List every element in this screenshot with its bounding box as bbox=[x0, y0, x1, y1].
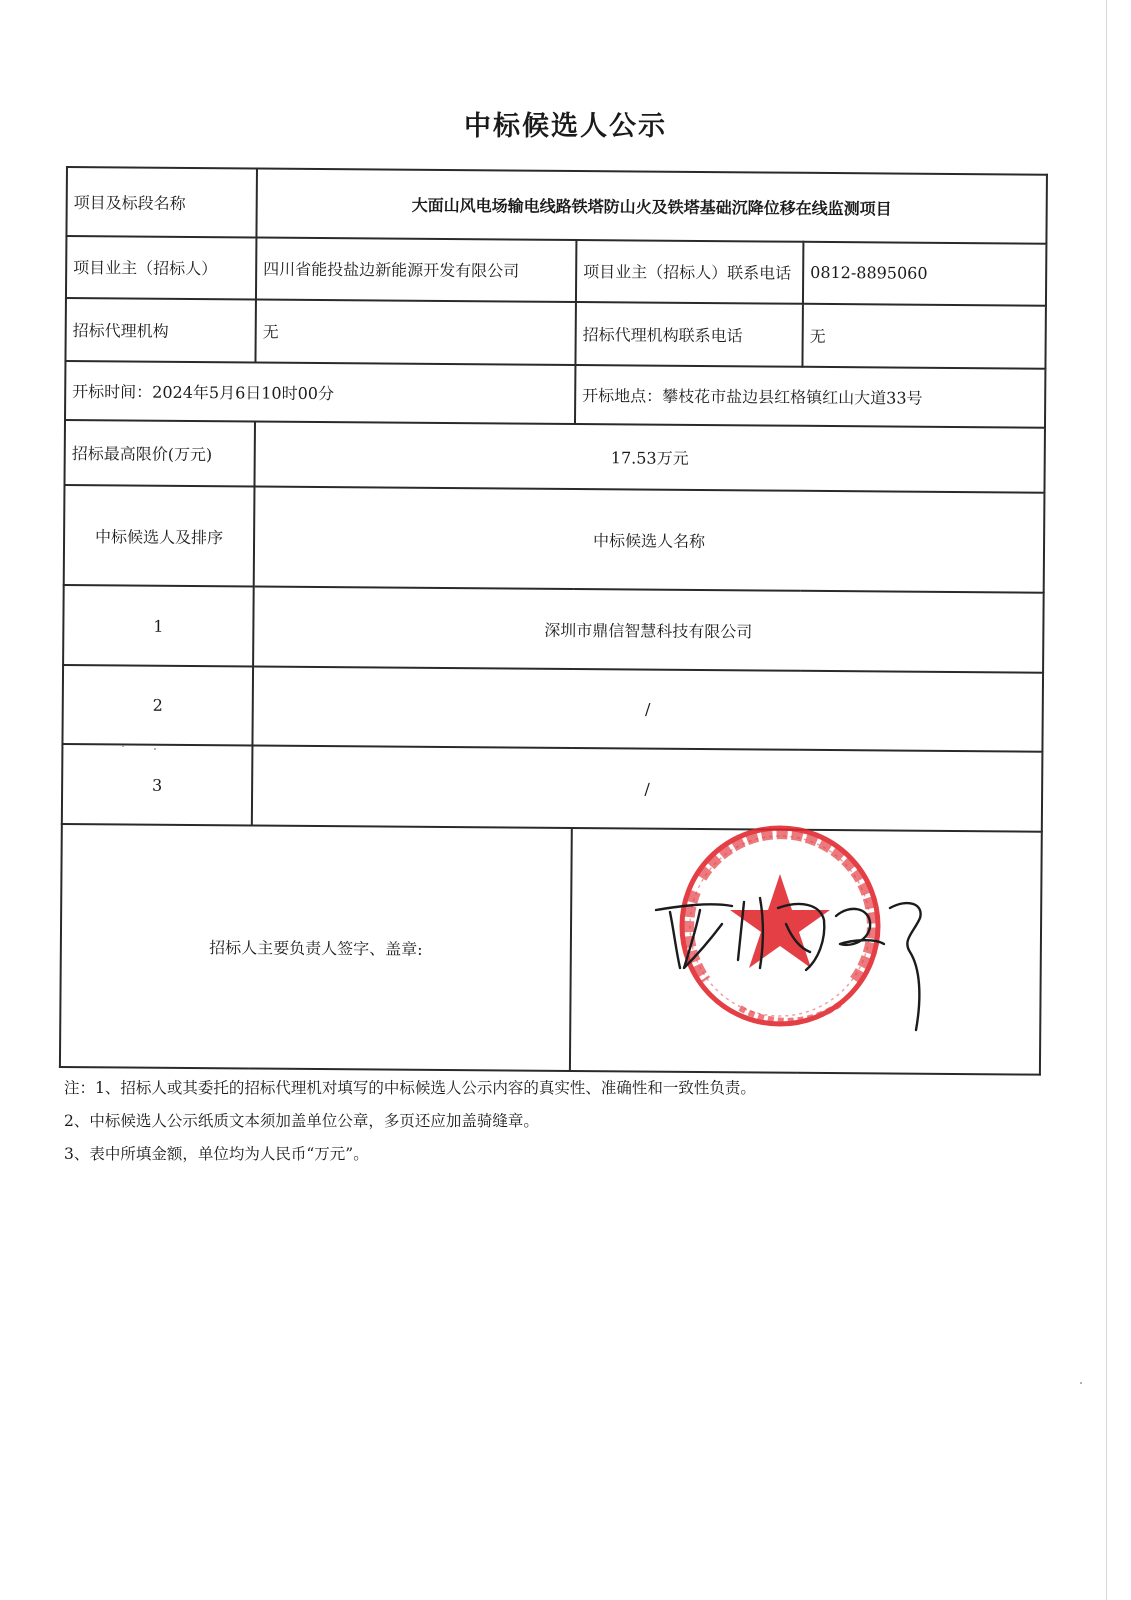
candidate-name: / bbox=[252, 746, 1043, 832]
scan-speck bbox=[122, 745, 124, 747]
candidate-header-row bbox=[64, 485, 1045, 593]
open-row bbox=[65, 361, 1045, 428]
note-item: 3、表中所填金额，单位均为人民币“万元”。 bbox=[64, 1145, 369, 1163]
note-item: 注：1、招标人或其委托的招标代理机对填写的中标候选人公示内容的真实性、准确性和一致性负责。 bbox=[64, 1079, 756, 1097]
project-label: 项目及标段名称 bbox=[66, 167, 257, 238]
candidate-name: 深圳市鼎信智慧科技有限公司 bbox=[253, 587, 1044, 673]
project-value: 大面山风电场输电线路铁塔防山火及铁塔基础沉降位移在线监测项目 bbox=[256, 169, 1047, 245]
scan-edge bbox=[1106, 0, 1107, 1600]
open-place: 开标地点：攀枝花市盐边县红格镇红山大道33号 bbox=[575, 365, 1045, 428]
max-price-value: 17.53万元 bbox=[254, 422, 1044, 493]
owner-row bbox=[66, 236, 1046, 305]
handwritten-signature bbox=[640, 820, 960, 1060]
page-title: 中标候选人公示 bbox=[464, 111, 667, 142]
candidate-row bbox=[62, 665, 1043, 752]
signature-label: 招标人主要负责人签字、盖章: bbox=[60, 824, 572, 1071]
notes-section bbox=[64, 1072, 1064, 1171]
candidate-name: / bbox=[252, 666, 1043, 752]
rank-header: 中标候选人及排序 bbox=[64, 485, 255, 586]
owner-value: 四川省能投盐边新能源开发有限公司 bbox=[256, 238, 576, 302]
candidate-row bbox=[62, 744, 1043, 831]
agency-row bbox=[65, 298, 1045, 369]
agency-phone-label: 招标代理机构联系电话 bbox=[575, 302, 802, 367]
owner-phone-label: 项目业主（招标人）联系电话 bbox=[576, 240, 803, 303]
candidate-rank: 2 bbox=[62, 665, 253, 746]
name-header: 中标候选人名称 bbox=[254, 487, 1045, 593]
agency-label: 招标代理机构 bbox=[65, 298, 255, 363]
note-item: 2、中标候选人公示纸质文本须加盖单位公章，多页还应加盖骑缝章。 bbox=[64, 1112, 539, 1130]
agency-phone-value: 无 bbox=[802, 303, 1045, 368]
scan-speck bbox=[1080, 1382, 1082, 1384]
candidate-rank: 3 bbox=[62, 744, 253, 825]
project-row bbox=[66, 167, 1047, 244]
open-time: 开标时间：2024年5月6日10时00分 bbox=[65, 361, 575, 424]
owner-phone-value: 0812-8895060 bbox=[803, 242, 1046, 305]
candidate-row bbox=[63, 585, 1044, 672]
seal-and-signature bbox=[640, 820, 960, 1060]
candidate-rank: 1 bbox=[63, 585, 254, 666]
agency-value: 无 bbox=[255, 299, 575, 365]
owner-label: 项目业主（招标人） bbox=[66, 236, 256, 299]
max-price-row bbox=[64, 420, 1044, 493]
max-price-label: 招标最高限价(万元) bbox=[64, 420, 255, 487]
scan-speck bbox=[154, 748, 156, 750]
